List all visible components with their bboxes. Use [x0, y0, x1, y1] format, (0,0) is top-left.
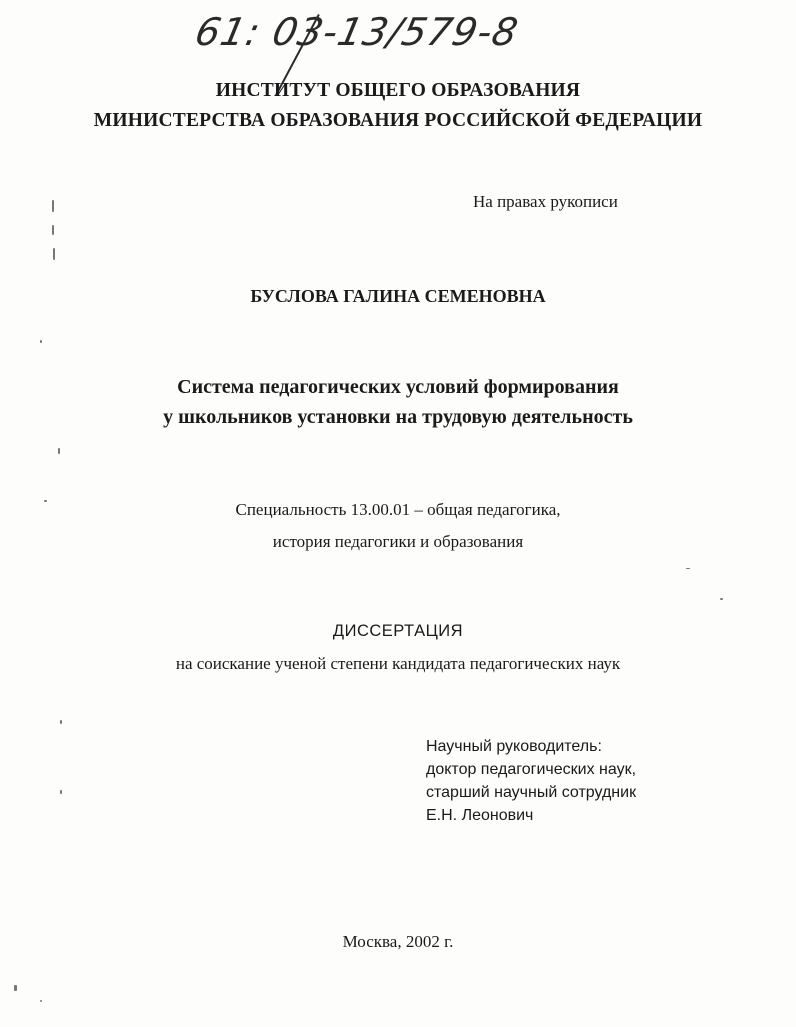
- place-year: Москва, 2002 г.: [342, 932, 454, 951]
- specialty-line-1: Специальность 13.00.01 – общая педагогика,: [235, 500, 561, 519]
- scan-speck: [40, 1000, 42, 1002]
- author-name: БУСЛОВА ГАЛИНА СЕМЕНОВНА: [250, 286, 546, 306]
- scan-speck: [44, 500, 47, 502]
- supervisor-label: Научный руководитель:: [426, 738, 602, 755]
- scan-speck: [58, 448, 60, 454]
- supervisor-degree: доктор педагогических наук,: [426, 761, 637, 778]
- title-line-1: Система педагогических условий формирования: [177, 376, 619, 398]
- scan-speck: [60, 790, 62, 794]
- scan-speck: [40, 340, 42, 343]
- work-type: ДИССЕРТАЦИЯ: [332, 622, 464, 640]
- scan-speck: [53, 248, 55, 260]
- specialty-line-2: история педагогики и образования: [272, 532, 524, 551]
- institute-line-2: МИНИСТЕРСТВА ОБРАЗОВАНИЯ РОССИЙСКОЙ ФЕДЕРАЦИИ: [93, 110, 703, 131]
- supervisor-name: Е.Н. Леонович: [426, 807, 534, 824]
- scan-speck: [60, 720, 62, 724]
- scan-speck: [14, 985, 17, 991]
- manuscript-note: На правах рукописи: [473, 192, 618, 211]
- supervisor-position: старший научный сотрудник: [426, 784, 637, 801]
- institute-line-1: ИНСТИТУТ ОБЩЕГО ОБРАЗОВАНИЯ: [215, 80, 581, 101]
- title-line-2: у школьников установки на трудовую деятельность: [163, 406, 633, 428]
- scan-speck: [686, 568, 690, 569]
- degree-line: на соискание ученой степени кандидата педагогических наук: [175, 654, 621, 673]
- handwritten-archive-mark: 61: 03-13/579-8: [191, 10, 523, 54]
- scan-speck: [720, 598, 723, 600]
- scan-speck: [52, 200, 54, 212]
- scan-speck: [52, 225, 54, 235]
